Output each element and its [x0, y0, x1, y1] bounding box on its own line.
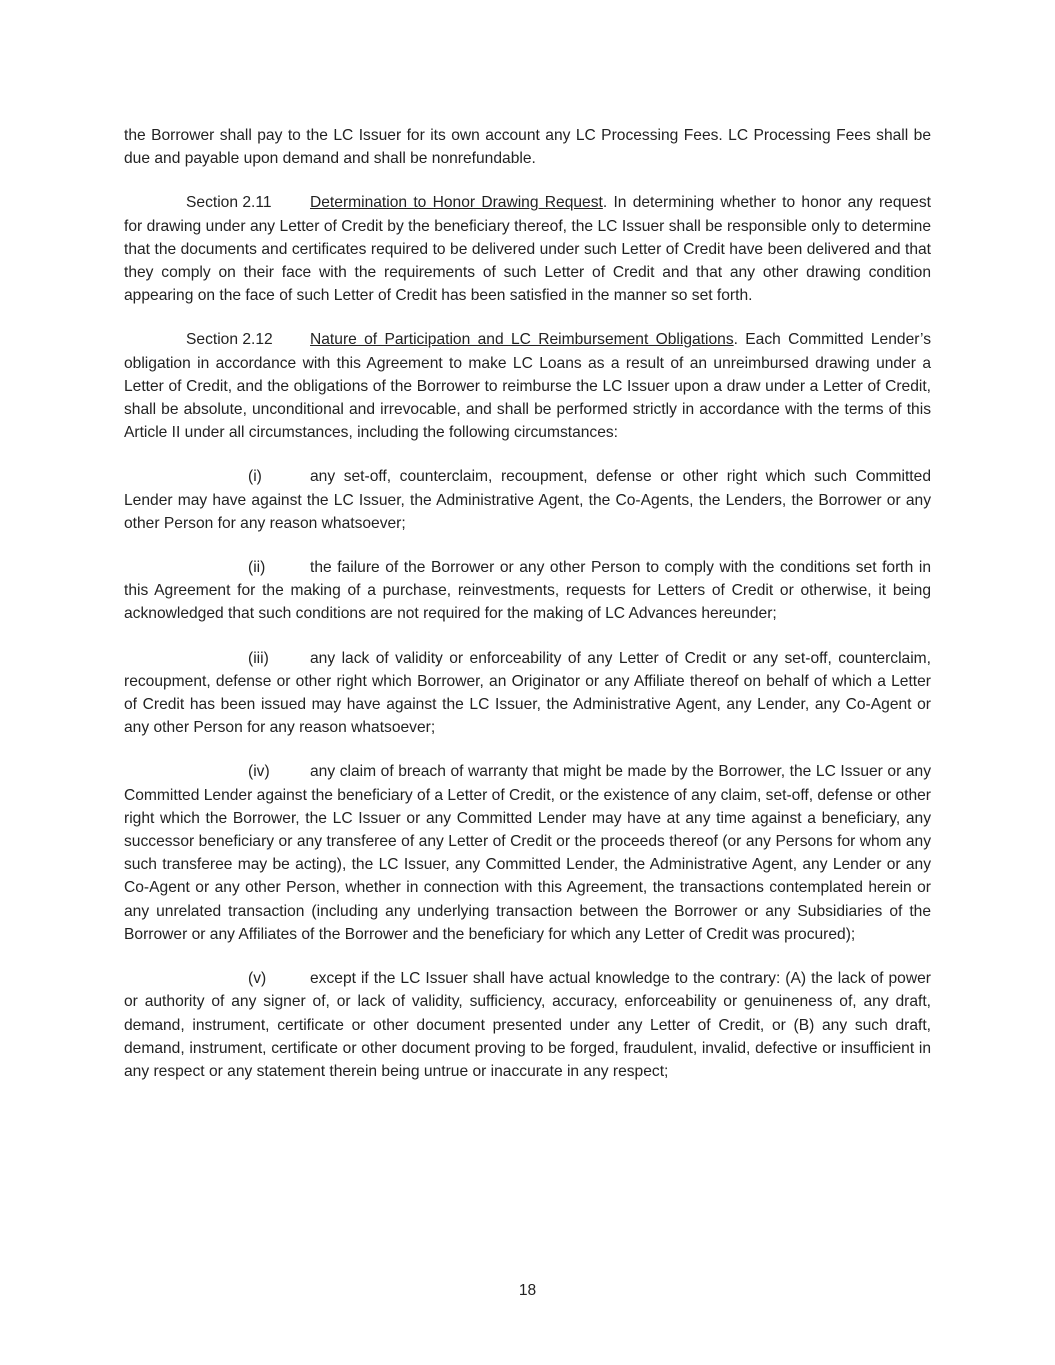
item-label: (ii) — [248, 559, 266, 577]
item-label: (iii) — [248, 649, 269, 667]
item-text: any set-off, counterclaim, recoupment, defense or other right which such Committed Lender may have against the LC Issuer, the Administrative Agent, the Co-Agents, the Lenders, the Borrower or any other Person for any reason whatsoever; — [124, 468, 931, 532]
continuation-paragraph — [124, 124, 931, 170]
section-number: Section 2.11 — [186, 194, 272, 212]
item-text: any lack of validity or enforceability of any Letter of Credit or any set-off, counterclaim, recoupment, defense or other right which Borrower, an Originator or any Affiliate thereof on behalf of which a Letter of Credit has been issued may have against the LC Issuer, the Administrative Agent, any Lender, any Co-Agent or any other Person for any reason whatsoever; — [124, 649, 931, 737]
item-text: the failure of the Borrower or any other Person to comply with the conditions set forth in this Agreement for the making of a purchase, reinvestments, requests for Letters of Credit or otherwise, it being acknowledged that such conditions are not required for the making of LC Advances hereunder; — [124, 559, 931, 623]
page-number: 18 — [518, 1282, 537, 1299]
item-label: (v) — [248, 970, 267, 988]
list-item — [124, 465, 931, 535]
item-text: any claim of breach of warranty that might be made by the Borrower, the LC Issuer or any Committed Lender against the beneficiary of a Letter of Credit, or the existence of any claim, set-off, defense or other right which the Borrower, the LC Issuer or any Committed Lender may have at any time against a beneficiary, any successor beneficiary or any transferee of any Letter of Credit or the proceeds thereof (or any Persons for whom any such transferee may be acting), the LC Issuer, any Committed Lender, the Administrative Agent, any Lender or any Co-Agent or any other Person, whether in connection with this Agreement, the transactions contemplated herein or any unrelated transaction (including any underlying transaction between the Borrower or any Subsidiaries of the Borrower or any Affiliates of the Borrower and the beneficiary for which any Letter of Credit was procured); — [124, 763, 931, 943]
section-body: . Each Committed Lender’s obligation in accordance with this Agreement to make LC Loans as a result of an unreimbursed drawing under a Letter of Credit, and the obligations of the Borrower to reimburse the LC Issuer upon a draw under a Letter of Credit, shall be absolute, unconditional and irrevocable, and shall be performed strictly in accordance with the terms of this Article II under all circumstances, including the following circumstances: — [124, 331, 931, 442]
section-heading: Nature of Participation and LC Reimbursement Obligations — [310, 331, 734, 349]
section-body: . In determining whether to honor any request for drawing under any Letter of Credit by the beneficiary thereof, the LC Issuer shall be responsible only to determine that the documents and certificates required to be delivered under such Letter of Credit have been delivered and that they comply on their face with the requirements of such Letter of Credit and that any other drawing condition appearing on the face of such Letter of Credit has been satisfied in the manner so set forth. — [124, 194, 931, 305]
section-heading: Determination to Honor Drawing Request — [310, 194, 603, 212]
list-item — [124, 760, 931, 946]
document-page — [124, 124, 931, 1104]
section-2-12-paragraph — [124, 328, 931, 444]
list-item — [124, 556, 931, 626]
list-item — [124, 967, 931, 1083]
item-label: (i) — [248, 468, 262, 486]
section-2-11-paragraph — [124, 191, 931, 307]
list-item — [124, 647, 931, 740]
paragraph-text: the Borrower shall pay to the LC Issuer for its own account any LC Processing Fees. LC Processing Fees shall be due and payable upon demand and shall be nonrefundable. — [124, 127, 931, 168]
section-number: Section 2.12 — [186, 331, 273, 349]
item-text: except if the LC Issuer shall have actual knowledge to the contrary: (A) the lack of power or authority of any signer of, or lack of validity, sufficiency, accuracy, enforceability or genuineness of, any draft, demand, instrument, certificate or other document presented under any Letter of Credit, or (B) any such draft, demand, instrument, certificate or other document proving to be forged, fraudulent, invalid, defective or insufficient in any respect or any statement therein being untrue or inaccurate in any respect; — [124, 970, 931, 1080]
item-label: (iv) — [248, 763, 270, 781]
